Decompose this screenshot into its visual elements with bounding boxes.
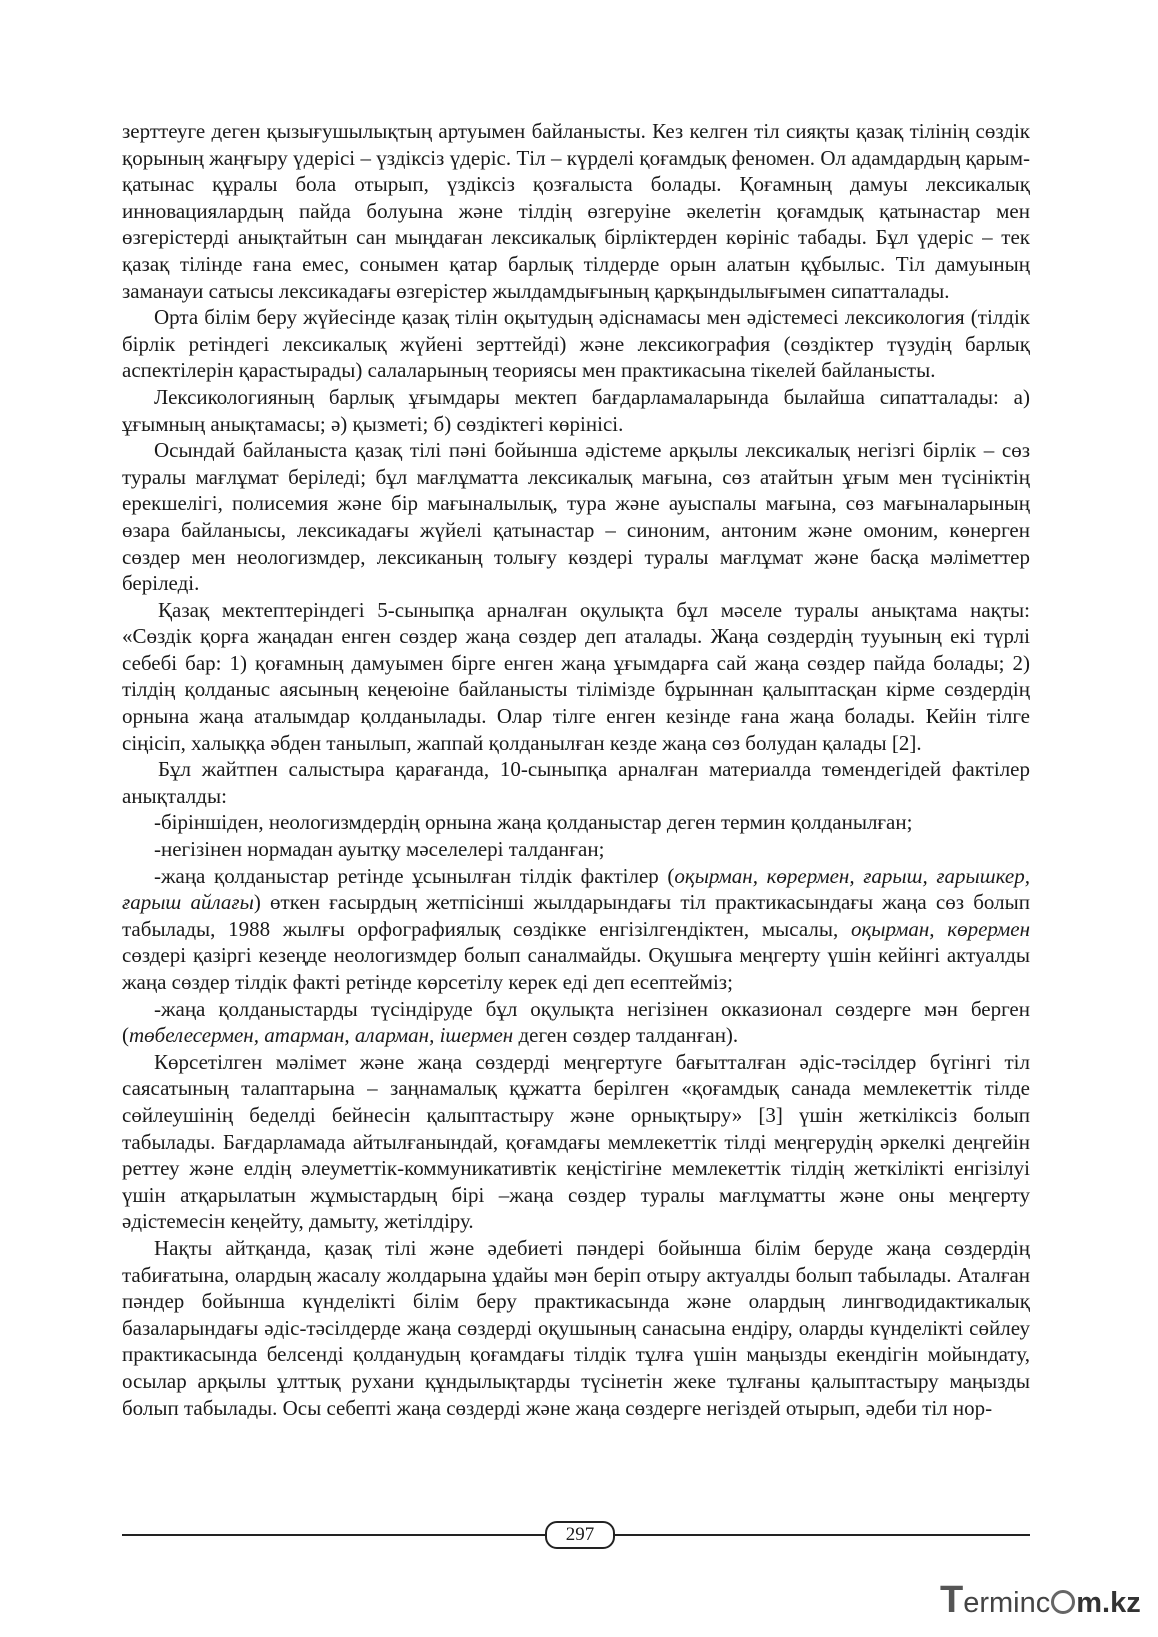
o-ring-icon bbox=[1051, 1590, 1075, 1614]
paragraph-7: Көрсетілген мәлімет және жаңа сөздерді меңгертуге бағытталған әдіс-тәсілдер бүгінгі тіл саясатының талаптарына – заңнамалық құжатта берілген «қоғамдық санада мемлекеттік тілде сөйлеушінің беделді бейнесін қалыптастыру және орнықтыру» [3] үшін жеткіліксіз болып табылады. Бағдарламада айтылғанындай, қоғамдағы мемлекеттік тілді меңгерудің әркелкі деңгейін реттеу және елдің әлеуметтік-коммуникативтік кеңістігіне мемлекеттік тілдің жеткілікті енгізілуі үшін атқарылатын жұмыстардың бірі –жаңа сөздер туралы мағлұматты және оны меңгерту әдістемесін кеңейту, дамыту, жетілдіру. bbox=[122, 1049, 1030, 1234]
paragraph-3: Лексикологияның барлық ұғымдары мектеп бағдарламаларында былайша сипатталады: а) ұғымның анықтамасы; ә) қызметі; б) сөздіктегі көрінісі. bbox=[122, 384, 1030, 436]
page-number: 297 bbox=[545, 1521, 615, 1549]
paragraph-1: зерттеуге деген қызығушылықтың артуымен байланысты. Кез келген тіл сияқты қазақ тілінің сөздік қорының жаңғыру үдерісі – үздіксіз үдеріс. Тіл – күрделі қоғамдық феномен. Ол адамдардың қарым-қатынас құралы бола отырып, үздіксіз қозғалыста болады. Қоғамның дамуы лексикалық инновациялардың пайда болуына және тілдің өзгеруіне әкелетін қоғамдық қатынастар мен өзгерістерді анықтайтын сан мыңдаған лексикалық бірліктерден көрініс табады. Бұл үдеріс – тек қазақ тілінде ғана емес, сонымен қатар барлық тілдерде орын алатын құбылыс. Тіл дамуының заманауи сатысы лексикадағы өзгерістер жылдамдығының қарқындылығымен сипатталады. bbox=[122, 119, 1030, 303]
list-item-3-text-a: -жаңа қолданыстар ретінде ұсынылған тілдік фактілер ( bbox=[154, 863, 675, 888]
paragraph-4: Осындай байланыста қазақ тілі пәні бойынша әдістеме арқылы лексикалық негізгі бірлік – сөз туралы мағлұмат беріледі; бұл мағлұматта лексикалық мағына, сөз атайтын ұғым мен түсініктің ерекшелігі, полисемия және бір мағыналылық, тура және ауыспалы мағына, сөз мағыналарының өзара байланысы, лексикадағы жүйелі қатынастар – синоним, антоним және омоним, көнерген сөздер мен неологизмдер, лексиканың толығу көздері туралы мағлұмат және басқа мәліметтер беріледі. bbox=[122, 438, 1030, 596]
list-item-4-text-a: -жаңа қолданыстарды түсіндіруде бұл оқулықта негізінен окказионал сөздерге мән берген ( bbox=[122, 996, 1030, 1048]
list-item-1: -біріншіден, неологизмдердің орнына жаңа қолданыстар деген термин қолданылған; bbox=[154, 810, 913, 835]
list-item-3-examples-2: оқырман, көрермен bbox=[850, 916, 1030, 941]
logo-letter: T bbox=[940, 1579, 964, 1621]
paragraph-8: Нақты айтқанда, қазақ тілі және әдебиеті пәндері бойынша білім беруде жаңа сөздердің табиғатына, олардың жасалу жолдарына ұдайы мән беріп отыру актуалды болып табылады. Аталған пәндер бойынша күнделікті білім беру практикасында және олардың лингводидактикалық базаларындағы әдіс-тәсілдерде жаңа сөздерді оқушының санасына ендіру, оларды күнделікті сөйлеу практикасында белсенді қолданудың қоғамдағы тілдік тұлға үшін маңызды екендігін мойындату, осылар арқылы ұлттық рухани құндылықтарды түсінетін жеке тұлғаны қалыптастыру маңызды болып табылады. Осы себепті жаңа сөздерді және жаңа сөздерге негіздей отырып, әдеби тіл нор- bbox=[122, 1235, 1030, 1420]
list-item-3-text-c: сөздері қазіргі кезеңде неологизмдер болып саналмайды. Оқушыға меңгерту үшін кейінгі актуалды жаңа сөздер тілдік факті ретінде көрсетілу керек еді деп есептейміз; bbox=[122, 943, 1030, 994]
page-body bbox=[122, 118, 1030, 1421]
list-item-3 bbox=[122, 863, 1030, 996]
footer-rule-left bbox=[122, 1534, 545, 1536]
page-footer bbox=[122, 1521, 1030, 1549]
list-item-4-examples: төбелесермен, атарман, аларман, ішермен bbox=[129, 1023, 514, 1048]
paragraph-6: Бұл жайтпен салыстыра қарағанда, 10-сыныпқа арналған материалда төмендегідей фактілер анықталды: bbox=[122, 757, 1030, 808]
list-item-4 bbox=[122, 996, 1030, 1049]
paragraph-2: Орта білім беру жүйесінде қазақ тілін оқытудың әдіснамасы мен әдістемесі лексикология (тілдік бірлік ретіндегі лексикалық жүйені зерттейді) және лексикография (сөздіктер түзудің барлық аспектілерін қарастырады) салаларының теориясы мен практикасына тікелей байланысты. bbox=[122, 305, 1030, 383]
watermark-logo bbox=[940, 1580, 1141, 1620]
logo-text-2: m.kz bbox=[1076, 1587, 1141, 1619]
paragraph-5: Қазақ мектептеріндегі 5-сыныпқа арналған оқулықта бұл мәселе туралы анықтама нақты: «Сөздік қорға жаңадан енген сөздер жаңа сөздер деп аталады. Жаңа сөздердің тууының екі түрлі себебі бар: 1) қоғамның дамуымен бірге енген жаңа ұғымдарға сай жаңа сөздер пайда болады; 2) тілдің қолданыс аясының кеңеюіне байланысты тілімізде бұрыннан қалыптасқан кірме сөздердің орнына жаңа аталымдар қолданылады. Олар тілге енген кезінде ғана жаңа болады. Кейін тілге сіңісіп, халыққа әбден танылып, жаппай қолданылған кезде жаңа сөз болудан қалады [2]. bbox=[122, 597, 1030, 755]
list-item-3-text-b: ) өткен ғасырдың жетпісінші жылдарындағы тіл практикасындағы жаңа сөз болып табылады, 1988 жылғы орфографиялық сөздікке енгізілгендіктен, мысалы, bbox=[122, 890, 1030, 941]
list-item-4-text-b: деген сөздер талданған). bbox=[513, 1023, 739, 1048]
list-item-3-examples: оқырман, көрермен, ғарыш, ғарышкер, ғарыш айлағы bbox=[122, 863, 1031, 915]
logo-text-1: erminc bbox=[963, 1587, 1051, 1619]
footer-rule-right bbox=[614, 1534, 1030, 1536]
list-item-2: -негізінен нормадан ауытқу мәселелері талданған; bbox=[154, 837, 605, 862]
